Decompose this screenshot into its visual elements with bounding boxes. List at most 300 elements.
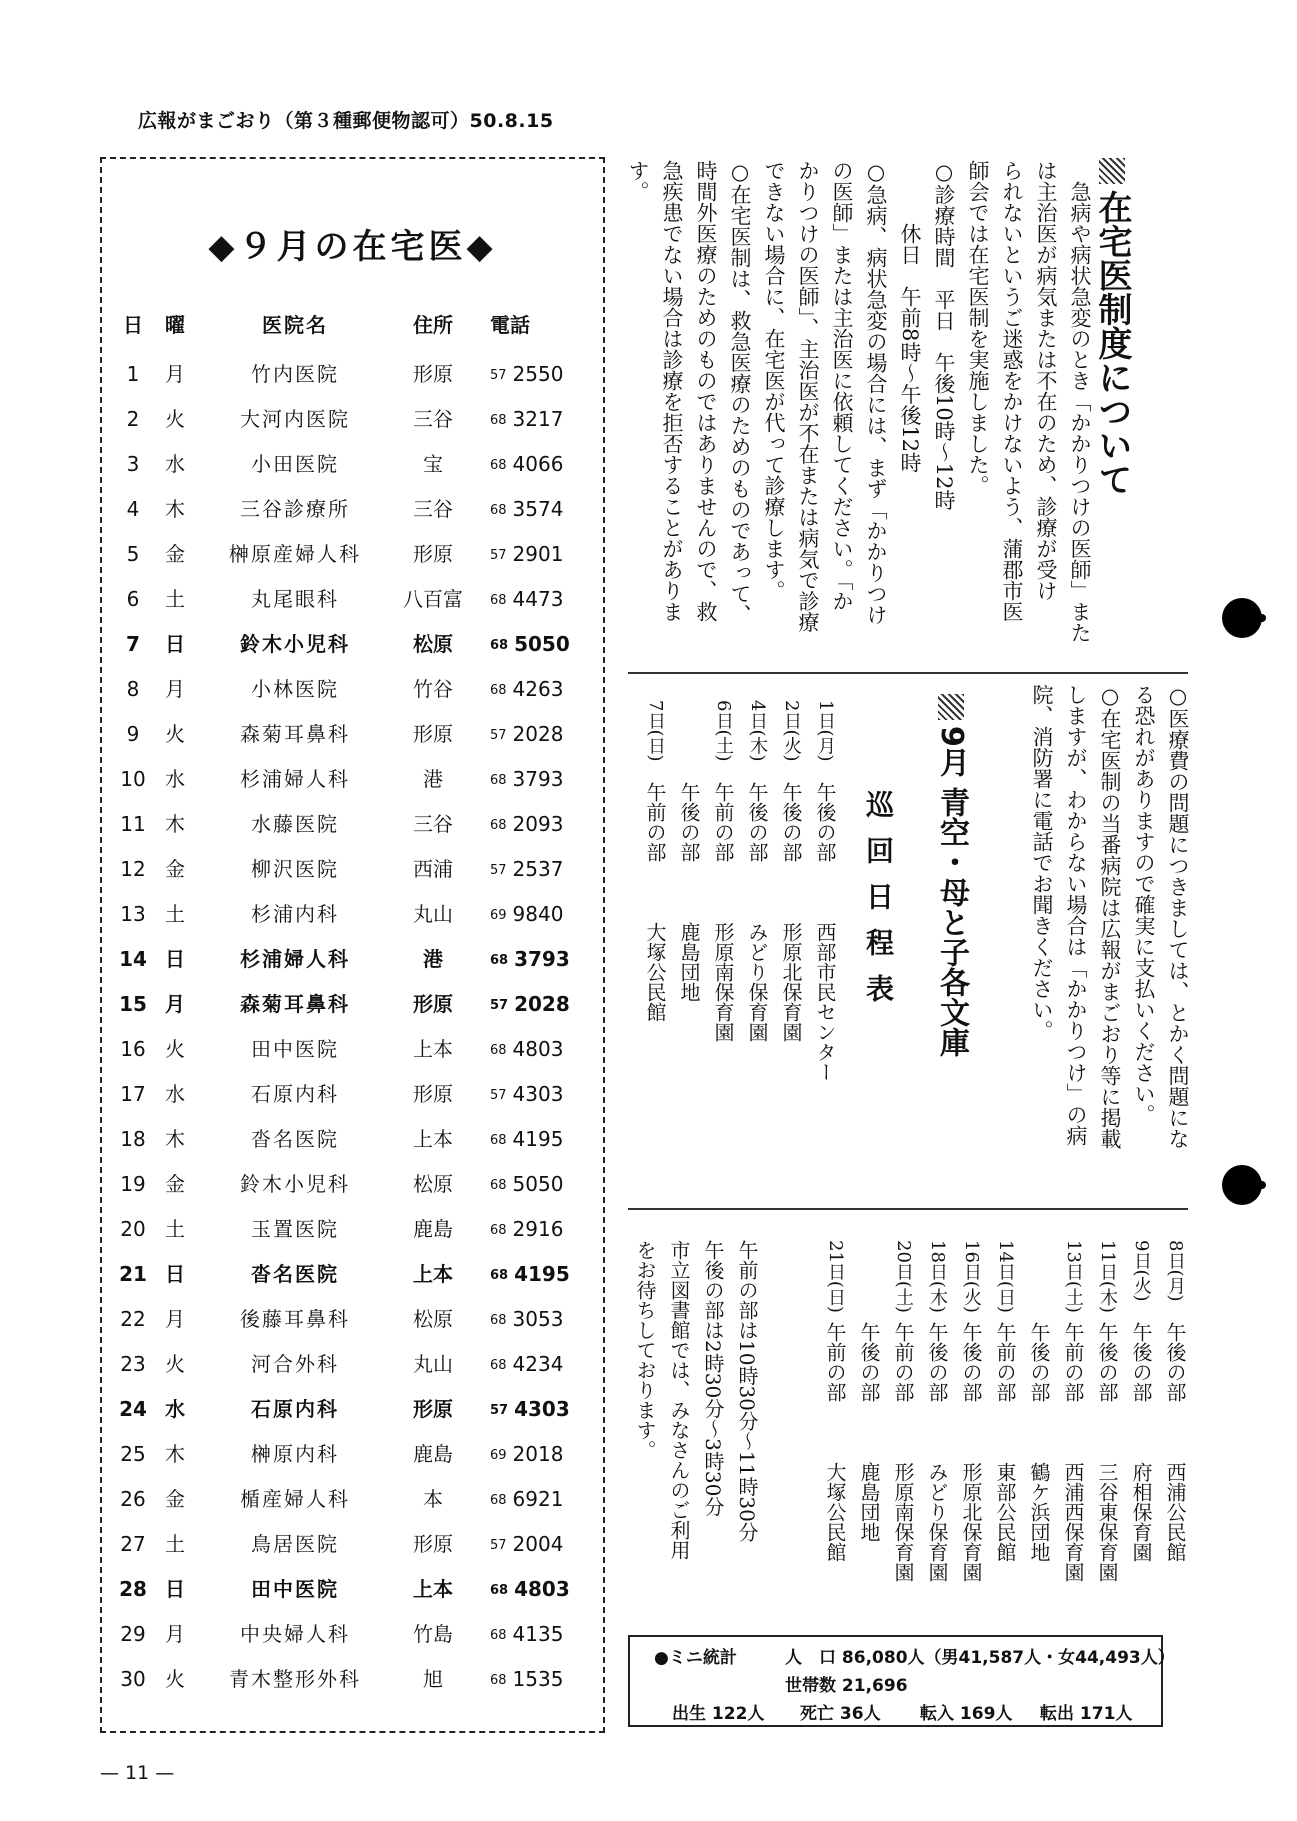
stats-label: ●ミニ統計 — [654, 1648, 737, 1668]
text-line: 師会では在宅医制を実施しました。 — [966, 160, 990, 496]
row-phone-number: 2028 — [514, 992, 570, 1016]
row-address: 上本 — [413, 1262, 453, 1286]
stats-households: 世帯数 21,696 — [785, 1676, 908, 1696]
text-line: しますが、わからない場合は「かかりつけ」の病 — [1064, 684, 1088, 1146]
row-phone-number: 2093 — [512, 812, 564, 836]
schedule-date: 14日(日) — [995, 1240, 1016, 1313]
text-line: 院、消防署に電話でお聞きください。 — [1030, 684, 1054, 1041]
row-area-code: 68 — [490, 638, 509, 653]
text-line: ○医療費の問題につきましては、とかく問題にな — [1166, 684, 1190, 1149]
table-row — [102, 397, 603, 442]
note-line: 午後の部は2時30分〜3時30分 — [701, 1240, 725, 1517]
row-address: 形原 — [413, 1532, 453, 1556]
row-address: 形原 — [413, 722, 453, 746]
row-weekday: 木 — [165, 1127, 185, 1151]
row-address: 港 — [423, 947, 443, 971]
binder-hole — [1222, 598, 1262, 638]
row-address: 鹿島 — [413, 1217, 453, 1241]
row-day: 14 — [119, 947, 147, 971]
row-phone-number: 4803 — [512, 1037, 564, 1061]
row-day: 30 — [120, 1667, 146, 1691]
row-day: 8 — [126, 677, 140, 701]
row-weekday: 月 — [165, 362, 185, 386]
row-phone — [490, 442, 590, 490]
row-area-code: 68 — [490, 1178, 507, 1193]
row-clinic: 玉置医院 — [251, 1217, 339, 1241]
col-weekday: 曜 — [165, 313, 185, 337]
schedule-time: 午後の部 — [1129, 1322, 1153, 1402]
schedule-time: 午前の部 — [643, 782, 667, 862]
row-phone — [490, 667, 590, 715]
row-phone-number: 3053 — [512, 1307, 564, 1331]
row-clinic: 小田医院 — [251, 452, 339, 476]
text-line: る恐れがありますので確実に支払いください。 — [1132, 684, 1156, 1125]
row-weekday: 日 — [165, 1262, 185, 1286]
table-row — [102, 1162, 603, 1207]
schedule-place: みどり保育園 — [925, 1462, 949, 1582]
stats-deaths: 死亡 36人 — [800, 1704, 881, 1724]
row-clinic: 森菊耳鼻科 — [240, 722, 350, 746]
row-area-code: 68 — [490, 503, 507, 518]
binder-hole — [1222, 1165, 1262, 1205]
row-phone-number: 5050 — [514, 632, 570, 656]
row-clinic: 丸尾眼科 — [251, 587, 339, 611]
row-weekday: 水 — [165, 1082, 185, 1106]
schedule-date: 18日(木) — [927, 1240, 948, 1313]
row-address: 竹谷 — [413, 677, 453, 701]
row-phone — [490, 1477, 590, 1525]
row-address: 西浦 — [413, 857, 453, 881]
row-clinic: 沓名医院 — [251, 1262, 339, 1286]
table-row — [102, 892, 603, 937]
table-row — [102, 1252, 603, 1297]
text-line: ○在宅医制は、救急医療のためのものであって、 — [728, 160, 752, 625]
section-divider — [628, 1208, 1188, 1210]
row-phone-number: 4195 — [512, 1127, 564, 1151]
row-area-code: 57 — [490, 548, 507, 563]
row-day: 26 — [120, 1487, 146, 1511]
row-phone-number: 4473 — [512, 587, 564, 611]
row-area-code: 68 — [490, 1493, 507, 1508]
row-clinic: 森菊耳鼻科 — [240, 992, 350, 1016]
row-area-code: 57 — [490, 368, 507, 383]
schedule-time: 午後の部 — [1163, 1322, 1187, 1402]
row-address: 形原 — [413, 542, 453, 566]
row-weekday: 土 — [165, 587, 185, 611]
schedule-entry — [889, 1240, 918, 1640]
row-address: 旭 — [423, 1667, 443, 1691]
schedule-time: 午後の部 — [1095, 1322, 1119, 1402]
row-phone-number: 4066 — [512, 452, 564, 476]
row-weekday: 月 — [165, 992, 185, 1016]
row-phone-number: 2901 — [512, 542, 564, 566]
row-phone — [490, 1252, 590, 1300]
bunko-subtitle: 巡回日程表 — [862, 790, 895, 1020]
row-area-code: 68 — [490, 1628, 507, 1643]
schedule-place: 大塚公民館 — [823, 1462, 847, 1562]
row-address: 三谷 — [413, 497, 453, 521]
row-clinic: 河合外科 — [251, 1352, 339, 1376]
row-weekday: 水 — [165, 1397, 185, 1421]
schedule-place: みどり保育園 — [745, 922, 769, 1042]
row-weekday: 水 — [165, 767, 185, 791]
row-phone-number: 2018 — [512, 1442, 564, 1466]
table-row — [102, 1342, 603, 1387]
row-weekday: 火 — [165, 1352, 185, 1376]
row-phone-number: 2550 — [512, 362, 564, 386]
row-phone — [490, 802, 590, 850]
schedule-place: 鶴ケ浜団地 — [1027, 1462, 1051, 1562]
row-clinic: 田中医院 — [251, 1577, 339, 1601]
row-phone — [490, 937, 590, 985]
row-weekday: 火 — [165, 1667, 185, 1691]
schedule-time: 午後の部 — [959, 1322, 983, 1402]
schedule-time: 午前の部 — [993, 1322, 1017, 1402]
bunko-notes — [628, 1240, 764, 1620]
schedule-place: 鹿島団地 — [677, 922, 701, 1002]
row-day: 1 — [126, 362, 140, 386]
row-area-code: 68 — [490, 1268, 509, 1283]
row-phone-number: 5050 — [512, 1172, 564, 1196]
table-row — [102, 442, 603, 487]
stats-moved-out: 転出 171人 — [1040, 1704, 1133, 1724]
row-phone — [490, 1117, 590, 1165]
row-day: 24 — [119, 1397, 147, 1421]
row-phone-number: 4803 — [514, 1577, 570, 1601]
row-day: 5 — [126, 542, 140, 566]
row-phone — [490, 712, 590, 760]
row-day: 13 — [120, 902, 146, 926]
schedule-date: 6日(土) — [713, 700, 734, 762]
row-address: 八百富 — [403, 587, 463, 611]
stats-moved-in: 転入 169人 — [920, 1704, 1013, 1724]
row-address: 宝 — [423, 452, 443, 476]
table-row — [102, 577, 603, 622]
row-phone — [490, 487, 590, 535]
row-phone-number: 2537 — [512, 857, 564, 881]
row-day: 20 — [120, 1217, 146, 1241]
row-area-code: 68 — [490, 1043, 507, 1058]
row-clinic: 石原内科 — [251, 1082, 339, 1106]
row-area-code: 68 — [490, 1583, 509, 1598]
row-day: 10 — [120, 767, 146, 791]
row-day: 15 — [119, 992, 147, 1016]
article-body — [621, 160, 1097, 660]
row-phone-number: 9840 — [512, 902, 564, 926]
row-weekday: 金 — [165, 1172, 185, 1196]
schedule-place: 形原南保育園 — [891, 1462, 915, 1582]
row-address: 鹿島 — [413, 1442, 453, 1466]
page-number: — 11 — — [100, 1762, 175, 1784]
note-line: をお待ちしております。 — [633, 1240, 657, 1460]
schedule-time: 午前の部 — [891, 1322, 915, 1402]
row-area-code: 69 — [490, 1448, 507, 1463]
row-phone — [490, 1432, 590, 1480]
row-clinic: 水藤医院 — [251, 812, 339, 836]
row-area-code: 68 — [490, 458, 507, 473]
row-phone — [490, 622, 590, 670]
row-phone — [490, 397, 590, 445]
row-clinic: 杉浦婦人科 — [240, 947, 350, 971]
row-address: 竹島 — [413, 1622, 453, 1646]
schedule-place: 形原北保育園 — [779, 922, 803, 1042]
col-day: 日 — [123, 313, 143, 337]
row-clinic: 沓名医院 — [251, 1127, 339, 1151]
schedule-time: 午後の部 — [813, 782, 837, 862]
row-clinic: 杉浦内科 — [251, 902, 339, 926]
row-weekday: 木 — [165, 497, 185, 521]
row-phone-number: 4303 — [512, 1082, 564, 1106]
schedule-time: 午後の部 — [745, 782, 769, 862]
table-row — [102, 1522, 603, 1567]
row-area-code: 68 — [490, 1313, 507, 1328]
row-address: 三谷 — [413, 812, 453, 836]
row-phone-number: 2028 — [512, 722, 564, 746]
row-phone — [490, 577, 590, 625]
row-weekday: 木 — [165, 812, 185, 836]
table-row — [102, 937, 603, 982]
row-weekday: 月 — [165, 677, 185, 701]
schedule-place: 形原南保育園 — [711, 922, 735, 1042]
table-row — [102, 1567, 603, 1612]
schedule-entry — [675, 700, 704, 1100]
text-line: は主治医が病気または不在のため、診療が受け — [1034, 160, 1058, 601]
schedule-entry — [1093, 1240, 1122, 1640]
table-row — [102, 1072, 603, 1117]
table-row — [102, 1612, 603, 1657]
table-row — [102, 1117, 603, 1162]
row-day: 9 — [126, 722, 140, 746]
row-weekday: 土 — [165, 902, 185, 926]
schedule-place: 形原北保育園 — [959, 1462, 983, 1582]
row-phone — [490, 1162, 590, 1210]
schedule-date: 9日(火) — [1131, 1240, 1152, 1302]
row-day: 19 — [120, 1172, 146, 1196]
table-header — [102, 309, 603, 339]
row-clinic: 杉浦婦人科 — [240, 767, 350, 791]
row-area-code: 57 — [490, 863, 507, 878]
note-line: 午前の部は10時30分〜11時30分 — [735, 1240, 759, 1542]
row-area-code: 68 — [490, 953, 509, 968]
row-phone — [490, 892, 590, 940]
row-clinic: 鈴木小児科 — [240, 632, 350, 656]
row-phone — [490, 532, 590, 580]
table-row — [102, 802, 603, 847]
schedule-date: 7日(日) — [645, 700, 666, 762]
row-address: 松原 — [413, 632, 453, 656]
row-area-code: 68 — [490, 1133, 507, 1148]
row-weekday: 金 — [165, 542, 185, 566]
row-phone-number: 3217 — [512, 407, 564, 431]
schedule-place: 西部市民センター — [813, 922, 837, 1082]
row-phone — [490, 1207, 590, 1255]
text-line: す。 — [626, 160, 650, 202]
row-weekday: 日 — [165, 947, 185, 971]
note-line: 市立図書館では、みなさんのご利用 — [667, 1240, 691, 1560]
row-weekday: 土 — [165, 1217, 185, 1241]
row-day: 29 — [120, 1622, 146, 1646]
row-phone — [490, 982, 590, 1030]
row-weekday: 日 — [165, 1577, 185, 1601]
text-line: ○在宅医制の当番病院は広報がまごおり等に掲載 — [1098, 684, 1122, 1149]
schedule-time: 午後の部 — [925, 1322, 949, 1402]
stats-births: 出生 122人 — [672, 1704, 765, 1724]
row-area-code: 68 — [490, 413, 507, 428]
text-line: 休日 午前8時〜午後12時 — [898, 160, 922, 474]
row-day: 4 — [126, 497, 140, 521]
row-area-code: 68 — [490, 1358, 507, 1373]
row-phone — [490, 1657, 590, 1705]
row-clinic: 田中医院 — [251, 1037, 339, 1061]
hatch-mark — [938, 694, 964, 720]
text-line: られないというご迷惑をかけないよう、蒲郡市医 — [1000, 160, 1024, 622]
row-area-code: 57 — [490, 1088, 507, 1103]
row-weekday: 土 — [165, 1532, 185, 1556]
row-phone — [490, 1342, 590, 1390]
schedule-time: 午後の部 — [677, 782, 701, 862]
table-row — [102, 712, 603, 757]
row-phone-number: 3793 — [514, 947, 570, 971]
text-line: 時間外医療のためのものではありませんので、救 — [694, 160, 718, 622]
schedule-date: 20日(土) — [893, 1240, 914, 1313]
schedule-date: 8日(月) — [1165, 1240, 1186, 1302]
text-line: ○診療時間 平日 午後10時〜12時 — [932, 160, 956, 511]
row-area-code: 57 — [490, 1538, 507, 1553]
row-address: 上本 — [413, 1127, 453, 1151]
table-row — [102, 487, 603, 532]
row-clinic: 石原内科 — [251, 1397, 339, 1421]
row-day: 7 — [126, 632, 140, 656]
schedule-place: 府相保育園 — [1129, 1462, 1153, 1562]
row-area-code: 68 — [490, 1673, 507, 1688]
row-weekday: 木 — [165, 1442, 185, 1466]
table-row — [102, 352, 603, 397]
text-line: できない場合に、在宅医が代って診療します。 — [762, 160, 786, 601]
row-area-code: 68 — [490, 773, 507, 788]
schedule-entry — [1059, 1240, 1088, 1640]
schedule-date: 2日(火) — [781, 700, 802, 762]
row-day: 6 — [126, 587, 140, 611]
row-day: 2 — [126, 407, 140, 431]
row-clinic: 柳沢医院 — [251, 857, 339, 881]
text-line: かりつけの医師」、主治医が不在または病気で診療 — [796, 160, 820, 633]
col-clinic: 医院名 — [262, 313, 328, 337]
row-address: 丸山 — [413, 902, 453, 926]
row-day: 18 — [120, 1127, 146, 1151]
schedule-date: 16日(火) — [961, 1240, 982, 1313]
text-line: 急病や病状急変のとき「かかりつけの医師」また — [1068, 160, 1092, 643]
row-day: 16 — [120, 1037, 146, 1061]
row-weekday: 火 — [165, 407, 185, 431]
schedule-date: 4日(木) — [747, 700, 768, 762]
row-phone-number: 2916 — [512, 1217, 564, 1241]
row-weekday: 金 — [165, 1487, 185, 1511]
row-area-code: 69 — [490, 908, 507, 923]
schedule-entry — [811, 700, 840, 1100]
row-clinic: 竹内医院 — [251, 362, 339, 386]
schedule-place: 西浦西保育園 — [1061, 1462, 1085, 1582]
row-area-code: 57 — [490, 728, 507, 743]
schedule-entry — [821, 1240, 850, 1640]
bunko-title-text: 9月 青空・母と子各文庫 — [934, 726, 969, 1058]
row-day: 28 — [119, 1577, 147, 1601]
table-row — [102, 1297, 603, 1342]
schedule-entry — [923, 1240, 952, 1640]
row-weekday: 水 — [165, 452, 185, 476]
schedule-entry — [743, 700, 772, 1100]
row-phone-number: 4263 — [512, 677, 564, 701]
schedule-date: 13日(土) — [1063, 1240, 1084, 1313]
row-phone-number: 3574 — [512, 497, 564, 521]
table-row — [102, 667, 603, 712]
schedule-time: 午前の部 — [711, 782, 735, 862]
row-clinic: 鳥居医院 — [251, 1532, 339, 1556]
row-day: 11 — [120, 812, 146, 836]
table-title: ◆９月の在宅医◆ — [208, 227, 497, 267]
table-row — [102, 1027, 603, 1072]
row-day: 12 — [120, 857, 146, 881]
row-address: 港 — [423, 767, 443, 791]
row-clinic: 後藤耳鼻科 — [240, 1307, 350, 1331]
schedule-date: 11日(木) — [1097, 1240, 1118, 1313]
row-address: 三谷 — [413, 407, 453, 431]
page-header: 広報がまごおり（第３種郵便物認可）50.8.15 — [138, 110, 554, 132]
row-phone — [490, 1567, 590, 1615]
row-phone-number: 4135 — [512, 1622, 564, 1646]
schedule-place: 大塚公民館 — [643, 922, 667, 1022]
row-phone — [490, 1072, 590, 1120]
schedule-time: 午後の部 — [779, 782, 803, 862]
schedule-entry — [855, 1240, 884, 1640]
row-clinic: 榊原内科 — [251, 1442, 339, 1466]
row-area-code: 57 — [490, 1403, 509, 1418]
schedule-place: 三谷東保育園 — [1095, 1462, 1119, 1582]
table-row — [102, 1657, 603, 1702]
row-address: 松原 — [413, 1307, 453, 1331]
row-address: 上本 — [413, 1577, 453, 1601]
row-day: 25 — [120, 1442, 146, 1466]
row-address: 丸山 — [413, 1352, 453, 1376]
row-day: 27 — [120, 1532, 146, 1556]
mini-statistics — [628, 1635, 1175, 1727]
row-clinic: 小林医院 — [251, 677, 339, 701]
schedule-entry — [777, 700, 806, 1100]
row-clinic: 三谷診療所 — [240, 497, 350, 521]
row-day: 3 — [126, 452, 140, 476]
row-area-code: 57 — [490, 998, 509, 1013]
row-phone — [490, 1387, 590, 1435]
row-phone — [490, 1027, 590, 1075]
row-phone — [490, 1612, 590, 1660]
table-row — [102, 1477, 603, 1522]
table-row — [102, 847, 603, 892]
row-phone — [490, 1522, 590, 1570]
row-address: 上本 — [413, 1037, 453, 1061]
row-area-code: 68 — [490, 593, 507, 608]
row-area-code: 68 — [490, 1223, 507, 1238]
schedule-date: 21日(日) — [825, 1240, 846, 1313]
row-clinic: 中央婦人科 — [240, 1622, 350, 1646]
row-phone — [490, 1297, 590, 1345]
table-body — [102, 352, 603, 1702]
col-phone: 電話 — [490, 313, 530, 337]
row-clinic: 楯産婦人科 — [240, 1487, 350, 1511]
row-clinic: 鈴木小児科 — [240, 1172, 350, 1196]
row-weekday: 月 — [165, 1622, 185, 1646]
hatch-mark — [1099, 158, 1125, 184]
row-address: 本 — [423, 1487, 443, 1511]
stats-population: 人 口 86,080人（男41,587人・女44,493人） — [785, 1648, 1175, 1668]
